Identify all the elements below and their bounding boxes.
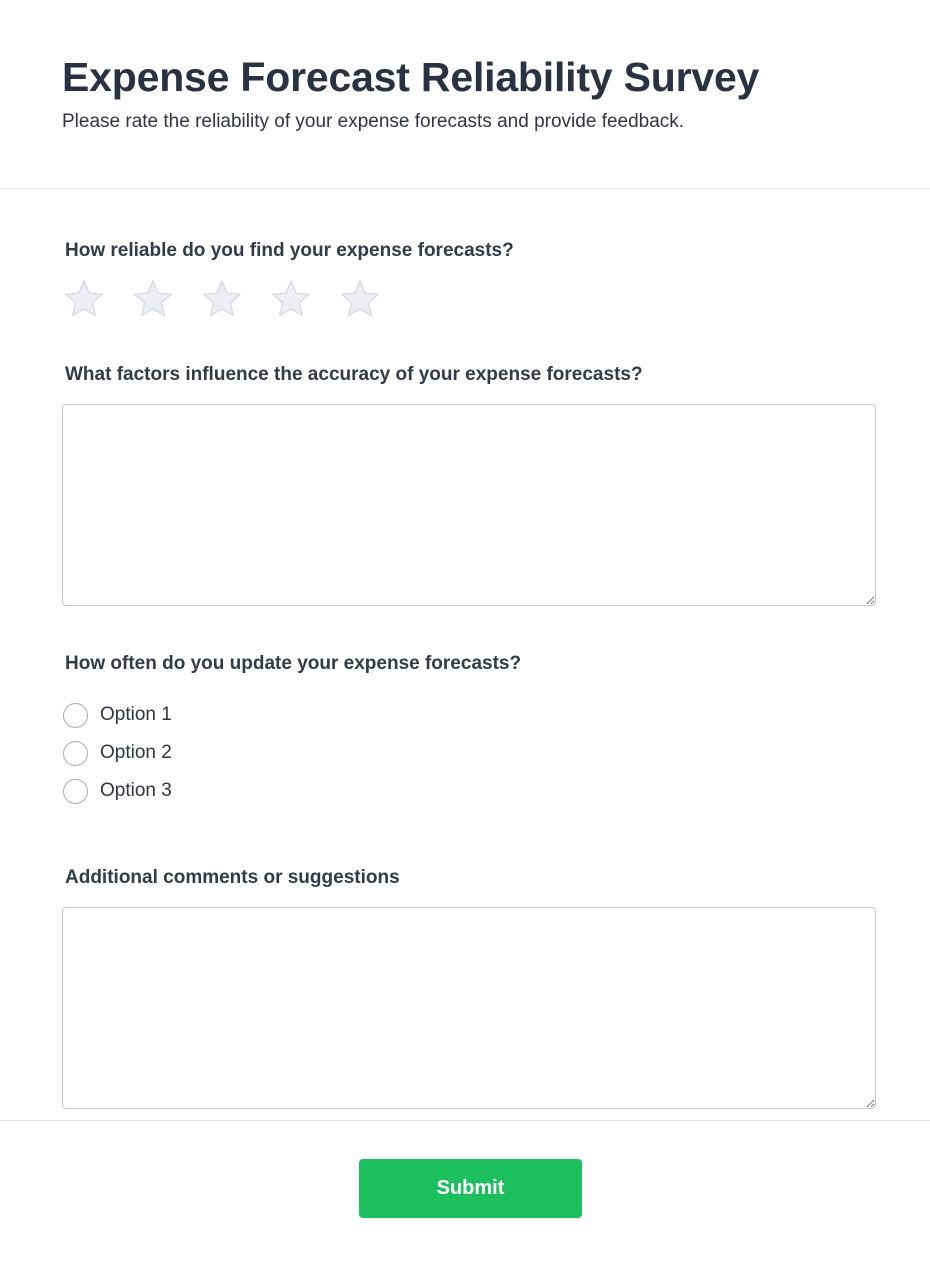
page-title: Expense Forecast Reliability Survey xyxy=(62,54,760,100)
frequency-radio-group xyxy=(62,696,876,810)
submit-button[interactable]: Submit xyxy=(359,1159,582,1218)
factors-question-label: What factors influence the accuracy of your expense forecasts? xyxy=(65,364,643,385)
survey-footer xyxy=(0,1120,930,1267)
comments-question-label: Additional comments or suggestions xyxy=(65,867,400,888)
radio-option[interactable] xyxy=(62,696,876,734)
page-subtitle: Please rate the reliability of your expense forecasts and provide feedback. xyxy=(62,111,685,132)
comments-textarea[interactable] xyxy=(62,907,876,1109)
rating-question-label: How reliable do you find your expense forecasts? xyxy=(65,240,514,261)
factors-textarea[interactable] xyxy=(62,404,876,606)
star-rating xyxy=(62,279,876,319)
radio-button[interactable] xyxy=(63,703,88,728)
star-icon[interactable] xyxy=(340,279,380,319)
frequency-question-label: How often do you update your expense forecasts? xyxy=(65,653,522,674)
star-icon[interactable] xyxy=(64,279,104,319)
radio-option-label: Option 3 xyxy=(100,780,172,801)
star-icon[interactable] xyxy=(133,279,173,319)
survey-body xyxy=(0,239,930,1109)
star-icon[interactable] xyxy=(202,279,242,319)
radio-button[interactable] xyxy=(63,741,88,766)
radio-option[interactable] xyxy=(62,734,876,772)
star-icon[interactable] xyxy=(271,279,311,319)
survey-header xyxy=(0,0,930,189)
radio-option-label: Option 2 xyxy=(100,742,172,763)
radio-button[interactable] xyxy=(63,779,88,804)
radio-option[interactable] xyxy=(62,772,876,810)
radio-option-label: Option 1 xyxy=(100,704,172,725)
